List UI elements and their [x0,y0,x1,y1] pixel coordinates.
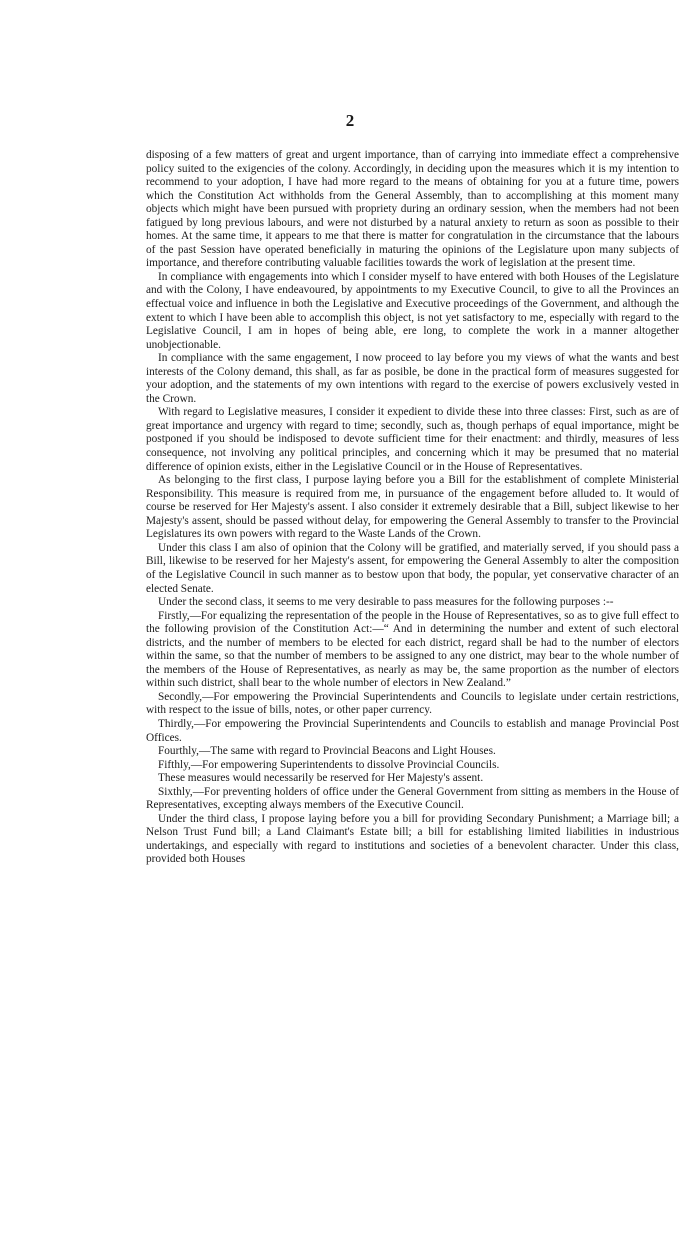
paragraph-same-engagement: In compliance with the same engagement, I now proceed to lay before you my views of what the wants and best interests of the Colony demand, this shall, as far as posible, be done in the practical form of measures suggested for your adoption, and the statements of my own intentions with regard to the exercise of powers exclusively vested in the Crown. [146,352,679,405]
paragraph-secondly: Secondly,—For empowering the Provincial Superintendents and Councils to legislate under certain restrictions, with respect to the issue of bills, notes, or other paper currency. [146,690,679,717]
paragraph-sixthly: Sixthly,—For preventing holders of office under the General Government from sitting as members in the House of Representatives, excepting always members of the Executive Council. [146,785,679,812]
paragraph-reserved-assent: These measures would necessarily be reserved for Her Majesty's assent. [158,772,484,785]
paragraph-engagements: In compliance with engagements into which I consider myself to have entered with both Houses of the Legislature and with the Colony, I have endeavoured, by appointments to my Executive Council, to give to all the Provinces an effectual voice and influence in both the Legislative and Executive proceedings of the Government, and although the extent to which I have been able to accomplish this object, is not yet satisfactory to me, especially with regard to the Legislative Council, I am in hopes of being able, ere long, to complete the work in a manner altogether unobjectionable. [146,270,679,351]
paragraph-legislative-council: Under this class I am also of opinion that the Colony will be gratified, and materially served, if you should pass a Bill, likewise to be reserved for her Majesty's assent, for empowering the General Assembly to alter the composition of the Legislative Council in such manner as to bestow upon that body, the popular, yet conservative character of an elected Senate. [146,541,679,595]
paragraph-second-class: Under the second class, it seems to me very desirable to pass measures for the following purposes :-- [158,596,614,609]
paragraph-thirdly: Thirdly,—For empowering the Provincial Superintendents and Councils to establish and manage Provincial Post Offices. [146,717,679,744]
page-number: 2 [345,111,355,130]
paragraph-fourthly: Fourthly,—The same with regard to Provincial Beacons and Light Houses. [158,745,496,758]
paragraph-three-classes: With regard to Legislative measures, I consider it expedient to divide these into three classes: First, such as are of great importance and urgency with regard to time; secondly, such as, though perhaps of equal importance, might be postponed if you should be indisposed to devote sufficient time for their enactment: and thirdly, measures of less consequence, not involving any political principles, and concerning which it may be presumed that no material difference of opinion exists, either in the Legislative Council or in the House of Representatives. [146,406,679,473]
paragraph-firstly: Firstly,—For equalizing the representation of the people in the House of Representatives, so as to give full effect to the following provision of the Constitution Act:—“ And in determining the number and extent of such electoral districts, and the number of members to be elected for each district, regard shall be had to the number of electors within the same, so that the number of members to be assigned to any one district, may bear to the whole number of the members of the House of Representatives, as nearly as may be, the same proportion as the number of electors within such district, shall bear to the whole number of electors in New Zealand.” [146,609,679,690]
paragraph-fifthly: Fifthly,—For empowering Superintendents to dissolve Provincial Councils. [158,758,500,771]
body-text [146,149,679,867]
paragraph-first-class: As belonging to the first class, I purpose laying before you a Bill for the establishment of complete Ministerial Responsibility. This measure is required from me, in pursuance of the engagement before alluded to. It would of course be reserved for Her Majesty's assent. I also consider it extremely desirable that a Bill, subject likewise to her Majesty's assent, should be passed without delay, for empowering the General Assembly to transfer to the Provincial Legislatures its own powers with regard to the Waste Lands of the Crown. [146,474,679,541]
paragraph-continuation: disposing of a few matters of great and urgent importance, than of carrying into immediate effect a comprehensive policy suited to the exigencies of the colony. Accordingly, in deciding upon the measures which it is my intention to recommend to your adoption, I have had more regard to the means of obtaining for you at a future time, powers which the Constitution Act withholds from the General Assembly, than to accomplishing at this moment many objects which might have been pursued with propriety during an ordinary session, when the members had not been fatigued by long previous labours, and were not disturbed by a natural anxiety to return as soon as possible to their homes. At the same time, it appears to me that there is matter for congratulation in the circumstance that the labours of the past Session have operated beneficially in maturing the opinions of the Legislature upon many subjects of importance, and therefore contributing valuable facilities towards the work of legislation at the present time. [146,149,679,270]
paragraph-third-class: Under the third class, I propose laying before you a bill for providing Secondary Punishment; a Marriage bill; a Nelson Trust Fund bill; a Land Claimant's Estate bill; a bill for establishing limited liabilities in industrious undertakings, and especially with regard to institutions and societies of a benevolent character. Under this class, provided both Houses [146,812,679,866]
